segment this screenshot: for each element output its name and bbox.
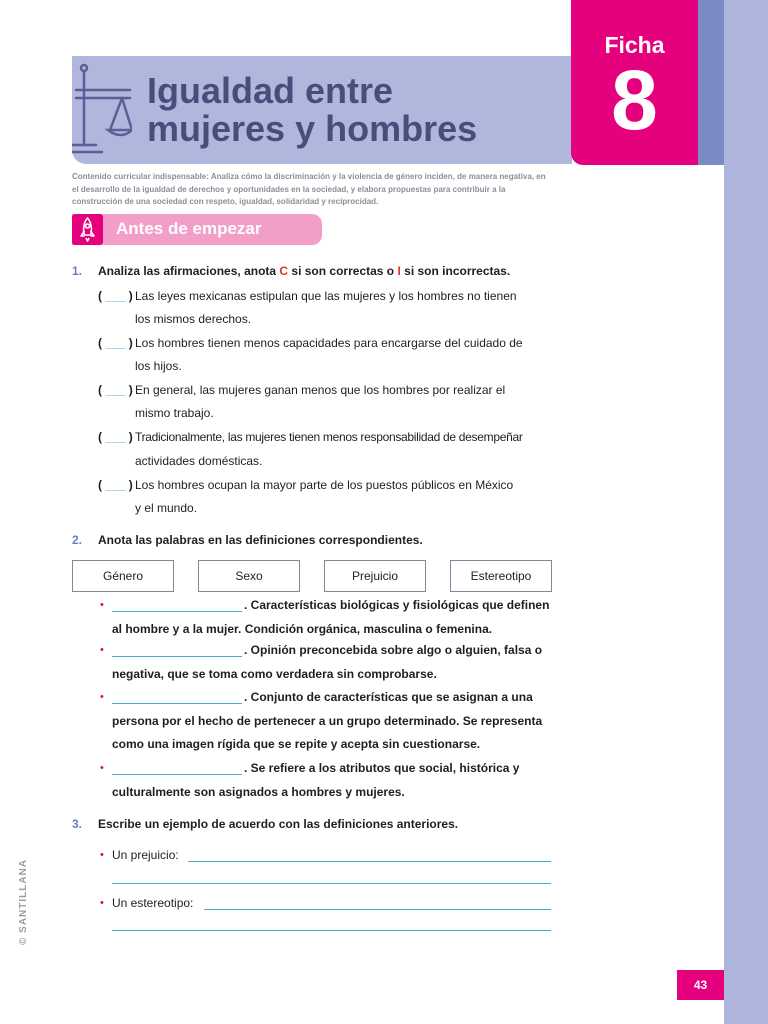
ficha-label: Ficha bbox=[604, 32, 665, 58]
bullet: • bbox=[100, 644, 104, 656]
q1-prompt bbox=[98, 264, 510, 278]
statement-line: En general, las mujeres ganan menos que los hombres por realizar el bbox=[135, 383, 506, 397]
definition-line: . Se refiere a los atributos que social, histórica y bbox=[244, 761, 520, 775]
q3-prompt: Escribe un ejemplo de acuerdo con las definiciones anteriores. bbox=[98, 817, 459, 831]
q3-number: 3. bbox=[72, 817, 83, 831]
statement-line: los mismos derechos. bbox=[135, 312, 252, 326]
answer-box[interactable] bbox=[98, 478, 133, 492]
statement-line: actividades domésticas. bbox=[135, 454, 263, 468]
q2-prompt: Anota las palabras en las definiciones correspondientes. bbox=[98, 533, 423, 547]
definition bbox=[112, 686, 552, 757]
q1-prompt-part: Analiza las afirmaciones, anota bbox=[98, 264, 280, 278]
answer-blank: ___ bbox=[105, 336, 126, 350]
word-box-estereotipo: Estereotipo bbox=[450, 560, 552, 592]
word-box-prejuicio: Prejuicio bbox=[324, 560, 426, 592]
example-label-estereotipo: Un estereotipo: bbox=[112, 896, 194, 910]
answer-box[interactable] bbox=[98, 289, 133, 303]
answer-line[interactable] bbox=[112, 930, 551, 931]
answer-line[interactable] bbox=[204, 909, 551, 910]
paren-close: ) bbox=[128, 383, 133, 397]
definition-line: . Conjunto de características que se asignan a una bbox=[244, 690, 533, 704]
q2-number: 2. bbox=[72, 533, 83, 547]
definition bbox=[112, 757, 552, 804]
statement-line: Los hombres tienen menos capacidades para encargarse del cuidado de bbox=[135, 336, 523, 350]
paren-open: ( bbox=[98, 383, 102, 397]
bullet: • bbox=[100, 897, 104, 909]
page-number: 43 bbox=[677, 970, 724, 1000]
word-box-sexo: Sexo bbox=[198, 560, 300, 592]
ficha-badge bbox=[571, 0, 698, 165]
ficha-number: 8 bbox=[611, 53, 658, 147]
answer-box[interactable] bbox=[98, 430, 133, 444]
statement-line: Las leyes mexicanas estipulan que las mujeres y los hombres no tienen bbox=[135, 289, 517, 303]
answer-line[interactable] bbox=[188, 861, 551, 862]
paren-open: ( bbox=[98, 430, 102, 444]
q1-prompt-c: C bbox=[279, 264, 289, 278]
copyright: © SANTILLANA bbox=[18, 858, 29, 945]
title-line-2: mujeres y hombres bbox=[147, 108, 478, 149]
definition-line: al hombre y a la mujer. Condición orgánica, masculina o femenina. bbox=[112, 621, 493, 636]
paren-open: ( bbox=[98, 289, 102, 303]
section-header bbox=[72, 214, 322, 245]
definition-line: negativa, que se toma como verdadera sin comprobarse. bbox=[112, 666, 437, 681]
definition-line: . Características biológicas y fisiológicas que definen bbox=[244, 598, 550, 612]
q1-prompt-part: si son correctas o bbox=[288, 264, 398, 278]
q1-prompt-part: si son incorrectas. bbox=[400, 264, 511, 278]
title-line-1: Igualdad entre bbox=[147, 70, 394, 111]
side-rail-light bbox=[724, 0, 768, 1024]
rocket-icon bbox=[72, 214, 103, 245]
bullet: • bbox=[100, 762, 104, 774]
statement-line: los hijos. bbox=[135, 359, 182, 373]
answer-blank: ___ bbox=[105, 430, 126, 444]
bullet: • bbox=[100, 849, 104, 861]
paren-close: ) bbox=[128, 336, 133, 350]
definition bbox=[112, 594, 552, 641]
definition-line: . Opinión preconcebida sobre algo o alguien, falsa o bbox=[244, 643, 543, 657]
paren-open: ( bbox=[98, 478, 102, 492]
paren-close: ) bbox=[128, 478, 133, 492]
page-title bbox=[147, 72, 477, 148]
answer-blank: ___ bbox=[105, 289, 126, 303]
answer-line[interactable] bbox=[112, 883, 551, 884]
scale-icon bbox=[72, 60, 132, 160]
side-rail-dark bbox=[698, 0, 724, 165]
bullet: • bbox=[100, 691, 104, 703]
bullet: • bbox=[100, 599, 104, 611]
paren-open: ( bbox=[98, 336, 102, 350]
definition-line: como una imagen rígida que se repite y acepta sin cuestionarse. bbox=[112, 737, 481, 751]
answer-box[interactable] bbox=[98, 336, 133, 350]
q1-number: 1. bbox=[72, 264, 83, 278]
paren-close: ) bbox=[128, 289, 133, 303]
word-box-genero: Género bbox=[72, 560, 174, 592]
example-label-prejuicio: Un prejuicio: bbox=[112, 848, 179, 862]
q1-prompt-i: I bbox=[397, 264, 401, 278]
definition-line: culturalmente son asignados a hombres y mujeres. bbox=[112, 784, 405, 799]
definition-line: persona por el hecho de pertenecer a un grupo determinado. Se representa bbox=[112, 713, 543, 728]
definition bbox=[112, 639, 552, 686]
answer-blank: ___ bbox=[105, 478, 126, 492]
answer-blank: ___ bbox=[105, 383, 126, 397]
statement-line: Los hombres ocupan la mayor parte de los puestos públicos en México bbox=[135, 478, 514, 492]
statement-line: y el mundo. bbox=[135, 501, 198, 515]
statement-line: Tradicionalmente, las mujeres tienen menos responsabilidad de desempeñar bbox=[135, 430, 523, 444]
statement-line: mismo trabajo. bbox=[135, 406, 214, 420]
paren-close: ) bbox=[128, 430, 133, 444]
answer-box[interactable] bbox=[98, 383, 133, 397]
curriculum-text: Contenido curricular indispensable: Analiza cómo la discriminación y la violencia de género inciden, de manera negativa, en el desarrollo de la igualdad de derechos y oportunidades en la sociedad, y elabora propuestas para contribuir a la construcción de una sociedad con respeto, igualdad, solidaridad y reciprocidad. bbox=[72, 172, 546, 206]
section-label: Antes de empezar bbox=[116, 219, 262, 238]
